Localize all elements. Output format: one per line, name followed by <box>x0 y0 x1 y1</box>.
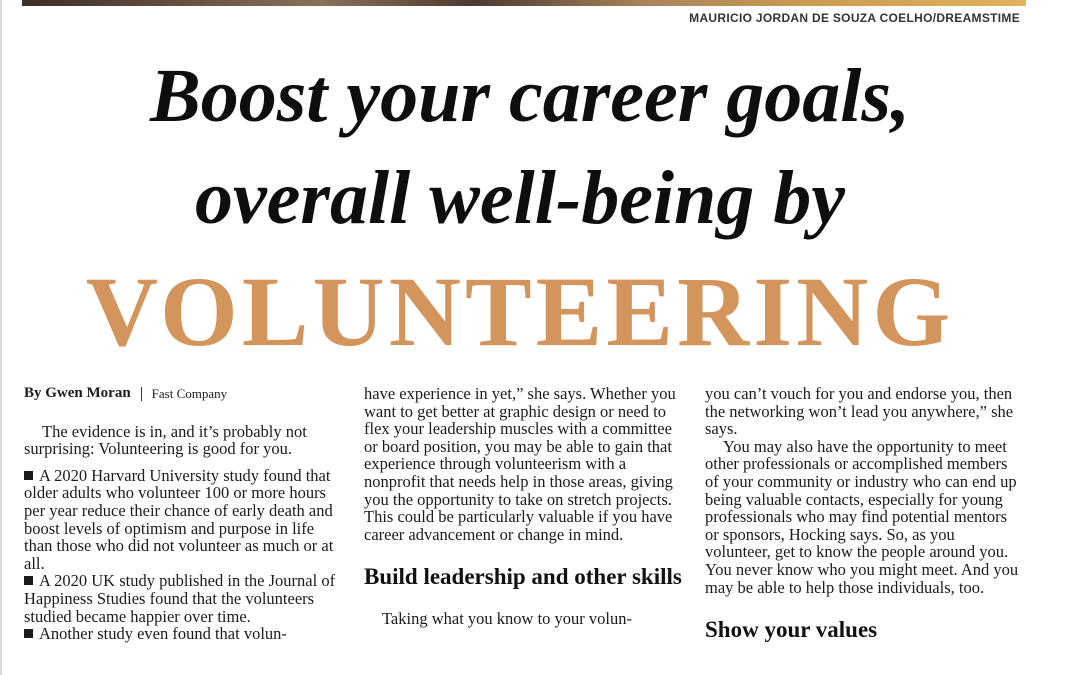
column-2-paragraph-2: Taking what you know to your volun- <box>382 609 632 629</box>
article-column-1 <box>24 385 342 643</box>
column-2-paragraph-1: have experience in yet,” she says. Whether you want to get better at graphic design or need to flex your leadership muscles with a committee or board position, you may be able to gain that experience through volunteerism with a nonprofit that needs help in those areas, giving you the opportunity to take on stretch projects. This could be particularly valuable if you have career advancement or change in mind. <box>364 384 676 544</box>
header-photo <box>22 0 1026 6</box>
column-3-paragraph-2: You may also have the opportunity to meet other professionals or accomplished members of your community or industry who can end up being valuable contacts, especially for young professionals who may find potential mentors or sponsors, Hocking says. So, as you volunteer, get to know the people around you. You never know who you might meet. And you may be able to help those individuals, too. <box>705 436 1019 597</box>
byline <box>24 385 342 403</box>
study-bullet-1: A 2020 Harvard University study found that older adults who volunteer 100 or more hours per year reduce their chance of early death and boost levels of optimism and purpose in life than those who did not volunteer as much or at all. <box>24 467 342 573</box>
byline-author: By Gwen Moran <box>24 385 131 401</box>
subhead-build-leadership: Build leadership and other skills <box>364 564 682 590</box>
study-bullet-3: Another study even found that volun- <box>24 625 342 643</box>
headline-line-1: Boost your career goals, <box>150 54 910 138</box>
headline-line-2: overall well-being by <box>194 156 846 240</box>
article-column-2 <box>364 385 682 628</box>
subhead-show-values: Show your values <box>705 617 878 643</box>
byline-source: Fast Company <box>151 386 228 401</box>
study-bullet-2: A 2020 UK study published in the Journal of Happiness Studies found that the volunteers studied became happier over time. <box>24 572 342 625</box>
byline-separator <box>141 387 142 401</box>
headline-line-3: VOLUNTEERING <box>85 256 955 367</box>
photo-credit: MAURICIO JORDAN DE SOUZA COELHO/DREAMSTIME <box>689 11 1020 25</box>
intro-paragraph: The evidence is in, and it’s probably not surprising: Volunteering is good for you. <box>24 421 307 459</box>
column-3-paragraph-1: you can’t vouch for you and endorse you, then the networking won’t lead you anywhere,” she says. <box>705 384 1014 439</box>
article-column-3 <box>705 385 1023 663</box>
